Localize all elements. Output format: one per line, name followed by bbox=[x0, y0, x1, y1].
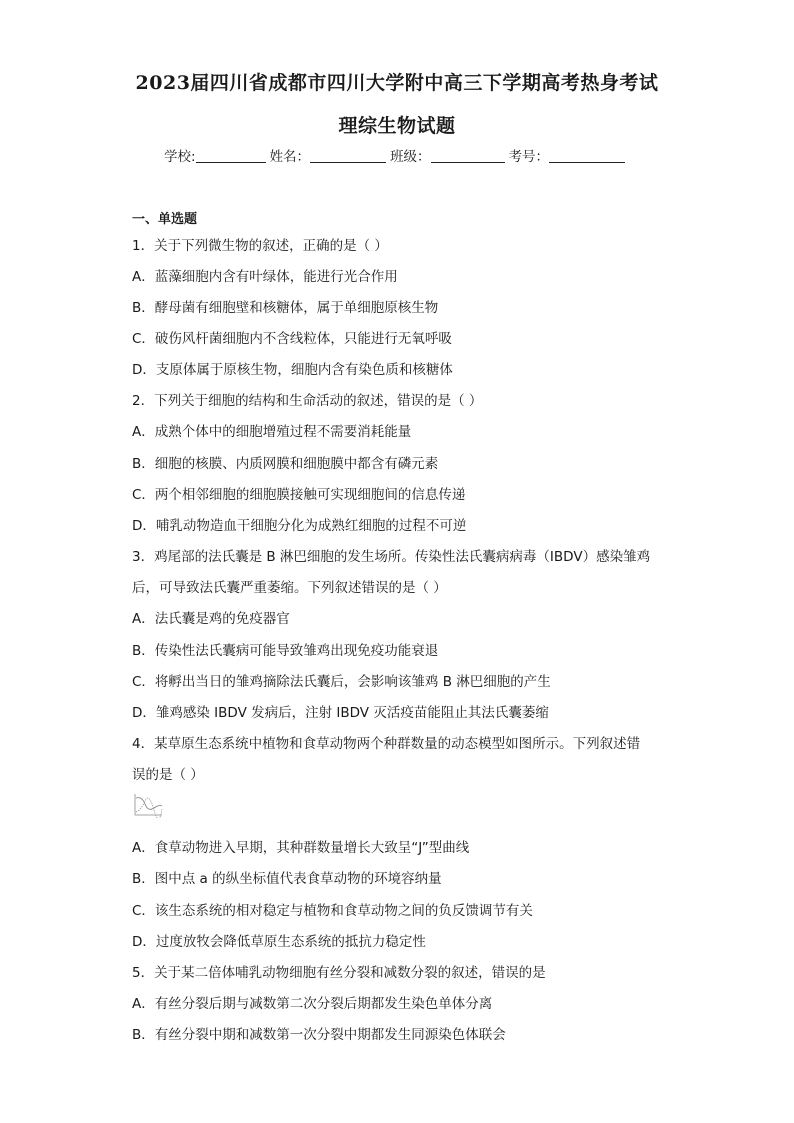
question-2-option-c: C．两个相邻细胞的细胞膜接触可实现细胞间的信息传递 bbox=[132, 487, 466, 503]
question-4-option-a: A．食草动物进入早期，其种群数量增长大致呈“J”型曲线 bbox=[132, 840, 470, 856]
question-4-option-b: B．图中点 a 的纵坐标值代表食草动物的环境容纳量 bbox=[132, 871, 442, 887]
question-2-option-d: D．哺乳动物造血干细胞分化为成熟红细胞的过程不可逆 bbox=[132, 518, 467, 534]
question-3-option-b: B．传染性法氏囊病可能导致雏鸡出现免疫功能衰退 bbox=[132, 643, 439, 659]
question-3-option-d: D．雏鸡感染 IBDV 发病后，注射 IBDV 灭活疫苗能阻止其法氏囊萎缩 bbox=[132, 705, 549, 721]
name-blank[interactable] bbox=[310, 148, 386, 163]
title-line-1: 2023届四川省成都市四川大学附中高三下学期高考热身考试 bbox=[135, 72, 659, 94]
question-1-stem: 1．关于下列微生物的叙述，正确的是（ ） bbox=[132, 238, 388, 254]
question-3-option-c: C．将孵出当日的雏鸡摘除法氏囊后，会影响该雏鸡 B 淋巴细胞的产生 bbox=[132, 674, 551, 690]
question-5-option-a: A．有丝分裂后期与减数第二次分裂后期都发生染色单体分离 bbox=[132, 996, 493, 1012]
question-1-option-b: B．酵母菌有细胞壁和核糖体，属于单细胞原核生物 bbox=[132, 300, 439, 316]
question-3-stem-line-1: 3．鸡尾部的法氏囊是 B 淋巴细胞的发生场所。传染性法氏囊病病毒（IBDV）感染雏鸡 bbox=[132, 549, 651, 565]
name-label: 姓名： bbox=[269, 149, 311, 165]
section-heading: 一、单选题 bbox=[132, 212, 198, 227]
question-3-option-a: A．法氏囊是鸡的免疫器官 bbox=[132, 611, 290, 627]
question-2-option-b: B．细胞的核膜、内质网膜和细胞膜中都含有磷元素 bbox=[132, 456, 439, 472]
question-1-option-d: D．支原体属于原核生物，细胞内含有染色质和核糖体 bbox=[132, 362, 453, 378]
class-blank[interactable] bbox=[431, 148, 505, 163]
school-label: 学校: bbox=[164, 149, 196, 165]
student-info-row bbox=[164, 145, 629, 165]
question-2-stem: 2．下列关于细胞的结构和生命活动的叙述，错误的是（ ） bbox=[132, 393, 483, 409]
question-4-stem-line-2: 误的是（ ） bbox=[132, 767, 204, 783]
question-5-option-b: B．有丝分裂中期和减数第一次分裂中期都发生同源染色体联会 bbox=[132, 1027, 506, 1043]
question-4-option-d: D．过度放牧会降低草原生态系统的抵抗力稳定性 bbox=[132, 934, 426, 950]
question-2-option-a: A．成熟个体中的细胞增殖过程不需要消耗能量 bbox=[132, 424, 412, 440]
question-4-stem-line-1: 4．某草原生态系统中植物和食草动物两个种群数量的动态模型如图所示。下列叙述错 bbox=[132, 736, 641, 752]
question-1-option-c: C．破伤风杆菌细胞内不含线粒体，只能进行无氧呼吸 bbox=[132, 331, 452, 347]
class-label: 班级： bbox=[390, 149, 431, 165]
number-label: 考号： bbox=[508, 149, 550, 165]
question-5-stem: 5．关于某二倍体哺乳动物细胞有丝分裂和减数分裂的叙述，错误的是 bbox=[132, 965, 546, 981]
school-blank[interactable] bbox=[196, 148, 266, 163]
question-1-option-a: A．蓝藻细胞内含有叶绿体，能进行光合作用 bbox=[132, 269, 398, 285]
question-4-option-c: C．该生态系统的相对稳定与植物和食草动物之间的负反馈调节有关 bbox=[132, 903, 533, 919]
question-3-stem-line-2: 后，可导致法氏囊严重萎缩。下列叙述错误的是（ ） bbox=[132, 580, 447, 596]
plant-curve bbox=[136, 798, 162, 810]
number-blank[interactable] bbox=[549, 148, 625, 163]
title-line-2: 理综生物试题 bbox=[338, 115, 456, 137]
population-graph-thumbnail bbox=[132, 792, 164, 818]
